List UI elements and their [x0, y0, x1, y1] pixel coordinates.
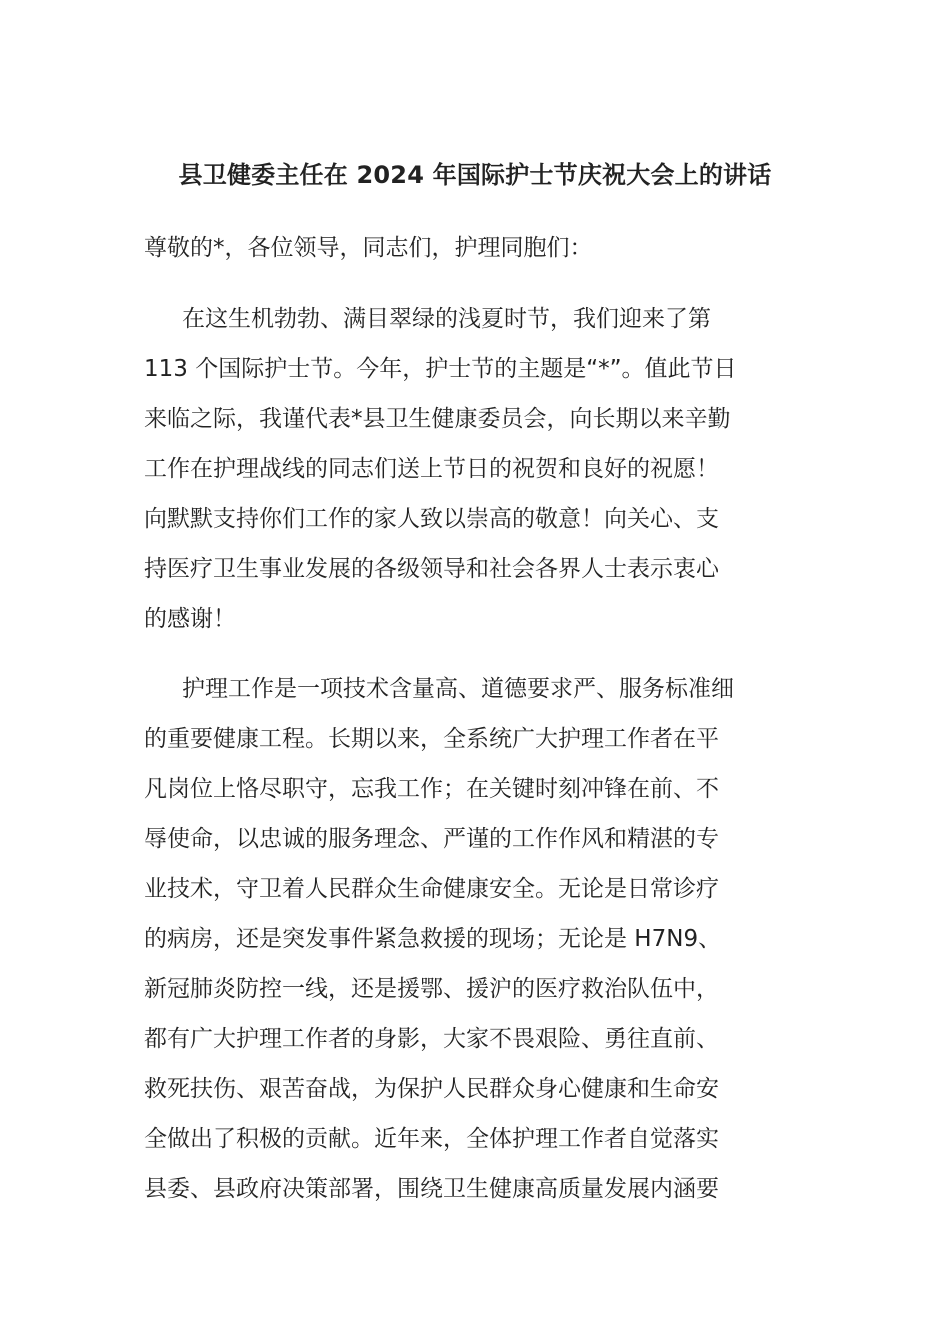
paragraph-line: 持医疗卫生事业发展的各级领导和社会各界人士表示衷心 [144, 556, 719, 582]
paragraph-line: 向默默支持你们工作的家人致以崇高的敬意！向关心、支 [144, 506, 719, 532]
paragraph-line: 救死扶伤、艰苦奋战，为保护人民群众身心健康和生命安 [144, 1076, 719, 1102]
paragraph-line: 护理工作是一项技术含量高、道德要求严、服务标准细 [182, 676, 734, 702]
paragraph-line: 凡岗位上恪尽职守，忘我工作；在关键时刻冲锋在前、不 [144, 776, 719, 802]
paragraph-line: 的重要健康工程。长期以来，全系统广大护理工作者在平 [144, 726, 719, 752]
paragraph-line: 业技术，守卫着人民群众生命健康安全。无论是日常诊疗 [144, 876, 719, 902]
paragraph-2 [144, 664, 806, 1214]
document-title: 县卫健委主任在 2024 年国际护士节庆祝大会上的讲话 [178, 161, 772, 189]
salutation: 尊敬的*，各位领导，同志们，护理同胞们： [144, 235, 593, 261]
paragraph-line: 都有广大护理工作者的身影，大家不畏艰险、勇往直前、 [144, 1026, 719, 1052]
paragraph-line: 的感谢！ [144, 606, 236, 632]
paragraph-line: 113 个国际护士节。今年，护士节的主题是“*”。值此节日 [144, 356, 737, 382]
paragraph-1 [144, 294, 806, 644]
paragraph-line: 县委、县政府决策部署，围绕卫生健康高质量发展内涵要 [144, 1176, 719, 1202]
paragraph-line: 辱使命，以忠诚的服务理念、严谨的工作作风和精湛的专 [144, 826, 719, 852]
paragraph-line: 在这生机勃勃、满目翠绿的浅夏时节，我们迎来了第 [182, 306, 711, 332]
paragraph-line: 来临之际，我谨代表*县卫生健康委员会，向长期以来辛勤 [144, 406, 731, 432]
paragraph-line: 工作在护理战线的同志们送上节日的祝贺和良好的祝愿！ [144, 456, 719, 482]
paragraph-line: 新冠肺炎防控一线，还是援鄂、援沪的医疗救治队伍中， [144, 976, 719, 1002]
paragraph-line: 的病房，还是突发事件紧急救援的现场；无论是 H7N9、 [144, 926, 722, 952]
paragraph-line: 全做出了积极的贡献。近年来，全体护理工作者自觉落实 [144, 1126, 719, 1152]
